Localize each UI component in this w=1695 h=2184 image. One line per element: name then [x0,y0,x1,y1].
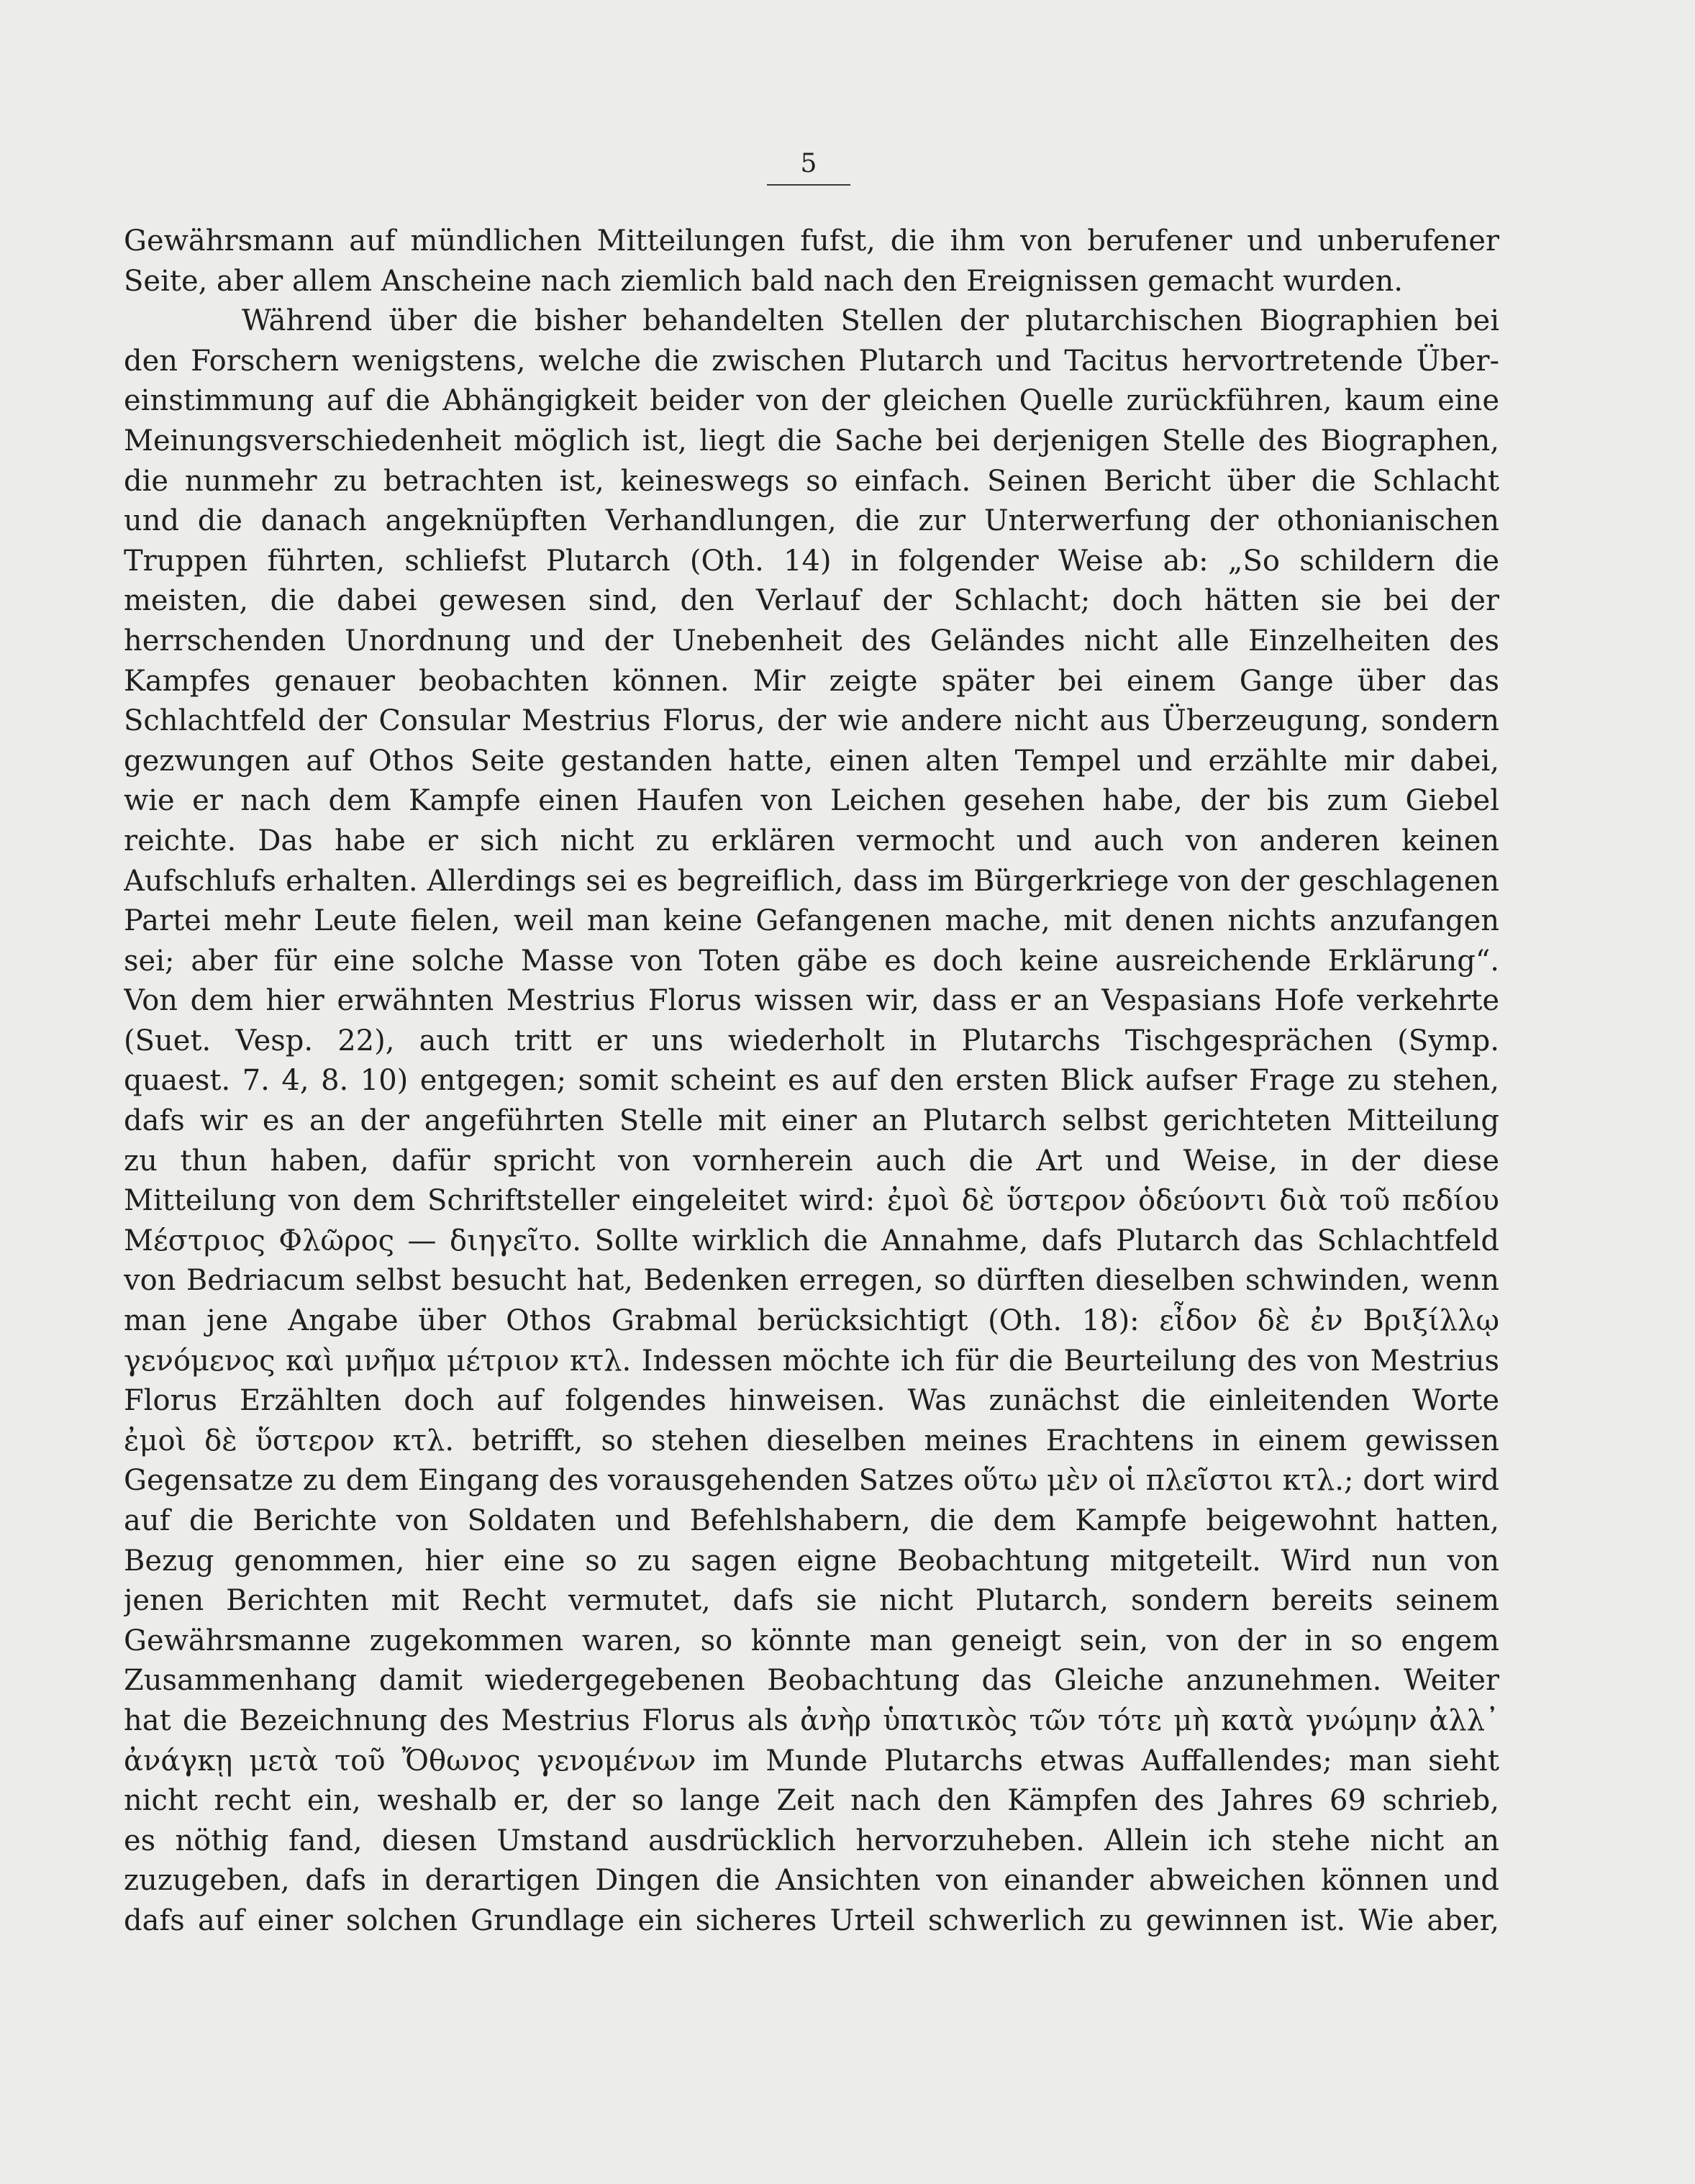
text-line: man jene Angabe über Othos Grabmal berücksichtigt (Oth. 18): εἶδον δὲ ἐν Βριξίλλῳ [124,1304,1499,1338]
text-line: von Bedriacum selbst besucht hat, Bedenken erregen, so dürften dieselben schwinden, wenn [124,1264,1499,1298]
page-number-rule [767,184,850,186]
text-line: γενόμενος καὶ μνῆμα μέτριον κτλ. Indessen möchte ich für die Beurteilung des von Mestrius [124,1344,1499,1378]
text-line: Μέστριος Φλῶρος — διηγεῖτο. Sollte wirklich die Annahme, dafs Plutarch das Schlachtfeld [124,1224,1499,1257]
text-line: hat die Bezeichnung des Mestrius Florus als ἀνὴρ ὑπατικὸς τῶν τότε μὴ κατὰ γνώμην ἀλλ᾽ [124,1703,1499,1737]
text-line: Mitteilung von dem Schriftsteller eingeleitet wird: ἐμοὶ δὲ ὕστερον ὁδεύοντι διὰ τοῦ πεδίου [124,1184,1499,1218]
text-line: es nöthig fand, diesen Umstand ausdrücklich hervorzuheben. Allein ich stehe nicht an [124,1824,1499,1857]
text-line: Schlachtfeld der Consular Mestrius Florus, der wie andere nicht aus Überzeugung, sondern [124,704,1499,738]
text-line: herrschenden Unordnung und der Unebenheit des Geländes nicht alle Einzelheiten des [124,624,1499,658]
text-line: dafs wir es an der angeführten Stelle mit einer an Plutarch selbst gerichteten Mitteilung [124,1104,1499,1138]
text-line: ἀνάγκῃ μετὰ τοῦ Ὄθωνος γενομένων im Munde Plutarchs etwas Auffallendes; man sieht [124,1744,1499,1778]
text-line: quaest. 7. 4, 8. 10) entgegen; somit scheint es auf den ersten Blick aufser Frage zu stehen, [124,1064,1499,1098]
text-line: Florus Erzählten doch auf folgendes hinweisen. Was zunächst die einleitenden Worte [124,1384,1499,1418]
text-line: zuzugeben, dafs in derartigen Dingen die Ansichten von einander abweichen können und [124,1864,1499,1898]
text-line: Von dem hier erwähnten Mestrius Florus wissen wir, dass er an Vespasians Hofe verkehrte [124,984,1499,1018]
text-line: Zusammenhang damit wiedergegebenen Beobachtung das Gleiche anzunehmen. Weiter [124,1664,1499,1698]
text-line: den Forschern wenigstens, welche die zwischen Plutarch und Tacitus hervortretende Über- [124,344,1499,378]
text-line: Bezug genommen, hier eine so zu sagen eigne Beobachtung mitgeteilt. Wird nun von [124,1544,1499,1578]
text-line: die nunmehr zu betrachten ist, keineswegs so einfach. Seinen Bericht über die Schlacht [124,464,1499,498]
text-line: meisten, die dabei gewesen sind, den Verlauf der Schlacht; doch hätten sie bei der [124,584,1499,618]
text-line: Gegensatze zu dem Eingang des vorausgehenden Satzes οὕτω μὲν οἱ πλεῖστοι κτλ.; dort wird [124,1464,1499,1498]
text-line: Während über die bisher behandelten Stellen der plutarchischen Biographien bei [242,304,1499,338]
text-line: jenen Berichten mit Recht vermutet, dafs sie nicht Plutarch, sondern bereits seinem [124,1584,1499,1618]
text-line: reichte. Das habe er sich nicht zu erklären vermocht und auch von anderen keinen [124,824,1499,857]
text-line: Kampfes genauer beobachten können. Mir zeigte später bei einem Gange über das [124,664,1499,698]
page-number: 5 [800,149,817,178]
text-line: Seite, aber allem Anscheine nach ziemlich bald nach den Ereignissen gemacht wurden. [124,264,1403,298]
body-text [124,222,1499,1942]
text-line: nicht recht ein, weshalb er, der so lange Zeit nach den Kämpfen des Jahres 69 schrieb, [124,1784,1499,1818]
text-line: Gewährsmann auf mündlichen Mitteilungen fufst, die ihm von berufener und unberufener [124,224,1499,258]
text-line: ἐμοὶ δὲ ὕστερον κτλ. betrifft, so stehen dieselben meines Erachtens in einem gewissen [124,1424,1499,1457]
text-line: sei; aber für eine solche Masse von Toten gäbe es doch keine ausreichende Erklärung“. [124,944,1499,978]
text-line: einstimmung auf die Abhängigkeit beider von der gleichen Quelle zurückführen, kaum eine [124,384,1499,418]
text-line: dafs auf einer solchen Grundlage ein sicheres Urteil schwerlich zu gewinnen ist. Wie aber, [124,1903,1499,1937]
text-line: und die danach angeknüpften Verhandlungen, die zur Unterwerfung der othonianischen [124,504,1499,538]
text-line: Gewährsmanne zugekommen waren, so könnte man geneigt sein, von der in so engem [124,1624,1499,1657]
text-line: Truppen führten, schliefst Plutarch (Oth. 14) in folgender Weise ab: „So schildern die [124,544,1499,578]
text-line: zu thun haben, dafür spricht von vornherein auch die Art und Weise, in der diese [124,1144,1499,1178]
text-line: Meinungsverschiedenheit möglich ist, liegt die Sache bei derjenigen Stelle des Biographen, [124,424,1499,458]
text-line: auf die Berichte von Soldaten und Befehlshabern, die dem Kampfe beigewohnt hatten, [124,1504,1499,1537]
text-line: wie er nach dem Kampfe einen Haufen von Leichen gesehen habe, der bis zum Giebel [124,784,1499,818]
text-line: Partei mehr Leute fielen, weil man keine Gefangenen mache, mit denen nichts anzufangen [124,904,1499,938]
text-line: gezwungen auf Othos Seite gestanden hatte, einen alten Tempel und erzählte mir dabei, [124,744,1499,778]
text-line: (Suet. Vesp. 22), auch tritt er uns wiederholt in Plutarchs Tischgesprächen (Symp. [124,1024,1499,1057]
text-line: Aufschlufs erhalten. Allerdings sei es begreiflich, dass im Bürgerkriege von der geschlagenen [124,864,1499,898]
